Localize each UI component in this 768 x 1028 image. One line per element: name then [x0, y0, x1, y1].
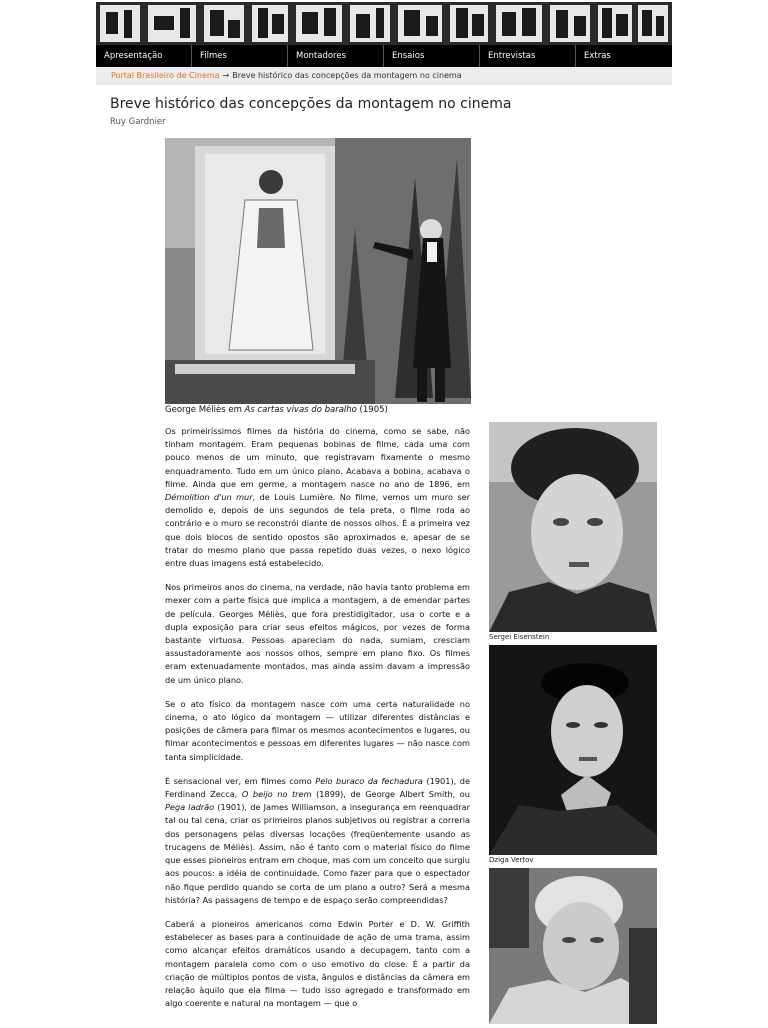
vertov-caption: Dziga Vertov: [489, 856, 534, 864]
nav-item-ensaios[interactable]: Ensaios: [384, 45, 480, 67]
breadcrumb-home-link[interactable]: Portal Brasileiro de Cinema: [111, 71, 220, 80]
paragraph-5: Caberá a pioneiros americanos como Edwin Porter e D. W. Griffith estabelecer as bases para a continuidade de ação de uma trama, assim como alcançar efeitos dramáticos usando a decupagem, tanto com a montagem paralela como com o uso emotivo do close. É a partir da criação de múltiplos pontos de vista, ângulos e distâncias da câmera em relação àquilo que ela filma — tudo isso agregado e transformado em algo coerente e natural na montagem — que o: [165, 918, 470, 1009]
header-banner: [96, 2, 672, 45]
eisenstein-photo: [489, 422, 657, 632]
paragraph-3: Se o ato físico da montagem nasce com uma certa naturalidade no cinema, o ato lógico da montagem — utilizar diferentes distâncias e posições de câmera para filmar os mesmos acontecimentos e lugares, ou filmar acontecimentos e pessoas em diferentes lugares — não nasce com tanta simplicidade.: [165, 698, 470, 762]
nav-item-filmes[interactable]: Filmes: [192, 45, 288, 67]
article-body: [165, 425, 470, 1021]
article-author: Ruy Gardnier: [110, 117, 166, 127]
paragraph-2: Nos primeiros anos do cinema, na verdade, não havia tanto problema em mexer com a parte física que implica a montagem, a de emendar partes de película. Georges Méliès, que fora prestidigitador, usa o corte e a dupla exposição para criar seus efeitos mágicos, por vezes de forma bastante virtuosa. Pessoas apareciam do nada, sumiam, cresciam assustadoramente aos nossos olhos, sempre em plano fixo. Os filmes eram extenuadamente montados, mas ainda assim davam a impressão de um único plano.: [165, 582, 470, 685]
eisenstein-caption: Sergei Eisenstein: [489, 633, 550, 641]
breadcrumb-current: Breve histórico das concepções da montagem no cinema: [232, 71, 462, 80]
paragraph-4: É sensacional ver, em filmes como Pelo buraco da fechadura (1901), de Ferdinand Zecca, O beijo no trem (1899), de George Albert Smith, ou Pega ladrão (1901), de James Williamson, a insegurança em reenquadrar tal ou tal cena, criar os primeiros planos subjetivos ou registrar a correria dos personagens pelas diversas locações (freqüentemente usando as trucagens de Méliès). Assim, não é tanto com o material físico do filme que esses pioneiros entram em choque, mas com um conceito que surgiu aos poucos: a idéia de continuidade. Como fazer para que o espectador não fique perdido quando se corta de um plano a outro? Será a mesma história? As passagens de tempo e de espaço serão compreendidas?: [165, 775, 470, 905]
elderly-man-photo: [489, 868, 657, 1024]
nav-item-montadores[interactable]: Montadores: [288, 45, 384, 67]
main-nav: [96, 45, 672, 67]
breadcrumb-separator: →: [222, 71, 230, 80]
nav-item-entrevistas[interactable]: Entrevistas: [480, 45, 576, 67]
paragraph-1: Os primeiríssimos filmes da história do cinema, como se sabe, não tinham montagem. Eram pequenas bobinas de filme, cada uma com pouco menos de um minuto, que registravam fixamente o mesmo enquadramento. Tudo em um único plano. Acabava a bobina, acabava o filme. Ainda que em germe, a montagem nasce no ano de 1896, em Démolition d'un mur, de Louis Lumière. No filme, vemos um muro ser demolido e, depois de uns segundos de tela preta, o filme roda ao contrário e o muro se reconstrói diante de nossos olhos. É a primeira vez que dois blocos de sentido opostos são aproximados e, apesar de se tratar do mesmo plano que passa repetido duas vezes, o nexo lógico entre duas imagens está estabelecido.: [165, 426, 470, 569]
film-collage-image: [96, 2, 672, 45]
melies-photo: [165, 138, 471, 404]
nav-item-extras[interactable]: Extras: [584, 51, 611, 61]
article-title: Breve histórico das concepções da montagem no cinema: [110, 96, 512, 112]
melies-photo-caption: George Méliès em As cartas vivas do baralho (1905): [165, 405, 388, 415]
vertov-photo: [489, 645, 657, 855]
nav-item-apresentacao[interactable]: Apresentação: [96, 45, 192, 67]
breadcrumb: [96, 67, 672, 85]
